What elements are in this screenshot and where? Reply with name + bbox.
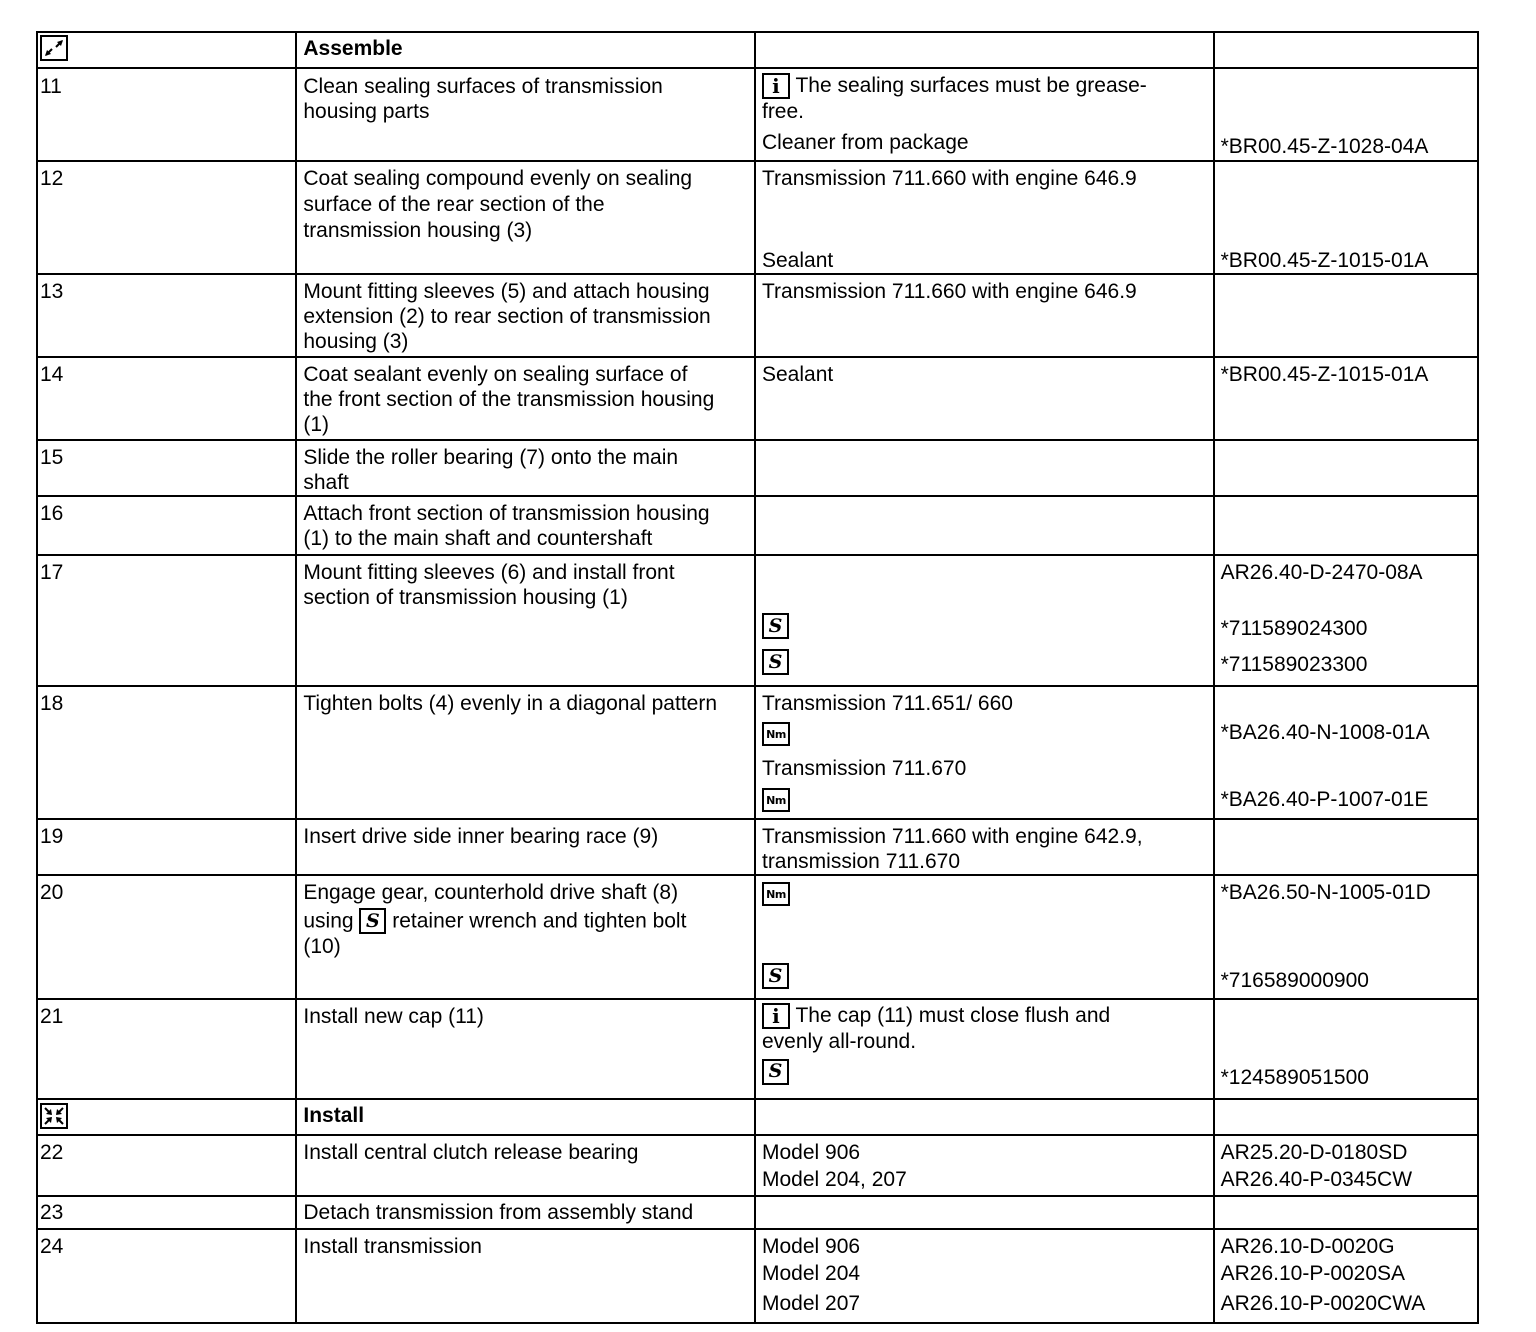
torque-icon: Nm <box>762 722 790 746</box>
info-icon: i <box>762 1003 790 1029</box>
step-description: Engage gear, counterhold drive shaft (8) using S retainer wrench and tighten bolt (10) <box>296 875 755 999</box>
step-reference: *BA26.40-N-1008-01A *BA26.40-P-1007-01E <box>1214 686 1478 819</box>
table-row <box>37 357 1478 440</box>
step-description: Mount fitting sleeves (5) and attach housing extension (2) to rear section of transmission housing (3) <box>296 274 755 357</box>
step-reference: *BA26.50-N-1005-01D *716589000900 <box>1214 875 1478 999</box>
wrench-icon: S <box>762 1059 789 1085</box>
step-number: 12 <box>37 161 296 274</box>
step-description: Coat sealant evenly on sealing surface of the front section of the transmission housing (1) <box>296 357 755 440</box>
step-reference: AR26.10-D-0020G AR26.10-P-0020SA AR26.10-P-0020CWA <box>1214 1229 1478 1323</box>
step-spec: Sealant <box>755 357 1214 440</box>
step-number: 21 <box>37 999 296 1099</box>
step-spec: Transmission 711.651/ 660 Nm Transmission 711.670 Nm <box>755 686 1214 819</box>
step-number: 15 <box>37 440 296 496</box>
table-row <box>37 819 1478 875</box>
table-row <box>37 161 1478 274</box>
table-row <box>37 1196 1478 1229</box>
step-number: 13 <box>37 274 296 357</box>
step-description: Install transmission <box>296 1229 755 1323</box>
table-row <box>37 999 1478 1099</box>
torque-icon: Nm <box>762 882 790 906</box>
step-number: 24 <box>37 1229 296 1323</box>
step-number: 19 <box>37 819 296 875</box>
step-description: Mount fitting sleeves (6) and install front section of transmission housing (1) <box>296 555 755 686</box>
step-number: 14 <box>37 357 296 440</box>
step-number: 16 <box>37 496 296 555</box>
table-row <box>37 686 1478 819</box>
table-row <box>37 1229 1478 1323</box>
step-description: Coat sealing compound evenly on sealing surface of the rear section of the transmission housing (3) <box>296 161 755 274</box>
step-number: 17 <box>37 555 296 686</box>
step-spec: Model 906 Model 204, 207 <box>755 1135 1214 1196</box>
step-spec <box>755 555 1214 686</box>
section-title: Assemble <box>296 32 755 68</box>
step-number: 22 <box>37 1135 296 1196</box>
table-row <box>37 68 1478 161</box>
step-spec: i The cap (11) must close flush and evenly all-round. S <box>755 999 1214 1099</box>
step-reference: *BR00.45-Z-1028-04A <box>1214 68 1478 161</box>
step-number: 20 <box>37 875 296 999</box>
info-icon: i <box>762 73 790 99</box>
table-row <box>37 440 1478 496</box>
step-spec: i The sealing surfaces must be grease- free. Cleaner from package <box>755 68 1214 161</box>
step-number: 11 <box>37 68 296 161</box>
assemble-arrows-icon <box>40 35 68 61</box>
step-description: Insert drive side inner bearing race (9) <box>296 819 755 875</box>
wrench-icon: S <box>762 649 789 675</box>
step-spec <box>755 875 1214 999</box>
wrench-icon: S <box>359 908 386 934</box>
step-description: Attach front section of transmission housing (1) to the main shaft and countershaft <box>296 496 755 555</box>
step-reference: *BR00.45-Z-1015-01A <box>1214 161 1478 274</box>
install-arrows-icon <box>40 1103 68 1129</box>
table-row <box>37 274 1478 357</box>
table-row <box>37 1135 1478 1196</box>
step-reference: *124589051500 <box>1214 999 1478 1099</box>
section-header-install <box>37 1099 1478 1135</box>
step-description: Slide the roller bearing (7) onto the main shaft <box>296 440 755 496</box>
step-number: 18 <box>37 686 296 819</box>
step-spec: Transmission 711.660 with engine 646.9 Sealant <box>755 161 1214 274</box>
section-header-assemble <box>37 32 1478 68</box>
step-spec: Transmission 711.660 with engine 646.9 <box>755 274 1214 357</box>
procedure-table <box>36 31 1479 1324</box>
step-number: 23 <box>37 1196 296 1229</box>
step-description: Install central clutch release bearing <box>296 1135 755 1196</box>
table-row <box>37 555 1478 686</box>
section-title: Install <box>296 1099 755 1135</box>
step-spec: Transmission 711.660 with engine 642.9, transmission 711.670 <box>755 819 1214 875</box>
wrench-icon: S <box>762 963 789 989</box>
table-row <box>37 496 1478 555</box>
step-spec: Model 906 Model 204 Model 207 <box>755 1229 1214 1323</box>
step-description: Clean sealing surfaces of transmission housing parts <box>296 68 755 161</box>
step-reference: AR26.40-D-2470-08A *711589024300 *711589023300 <box>1214 555 1478 686</box>
step-reference: AR25.20-D-0180SD AR26.40-P-0345CW <box>1214 1135 1478 1196</box>
step-description: Detach transmission from assembly stand <box>296 1196 755 1229</box>
step-description: Tighten bolts (4) evenly in a diagonal pattern <box>296 686 755 819</box>
step-description: Install new cap (11) <box>296 999 755 1099</box>
step-reference: *BR00.45-Z-1015-01A <box>1214 357 1478 440</box>
table-row <box>37 875 1478 999</box>
wrench-icon: S <box>762 613 789 639</box>
torque-icon: Nm <box>762 788 790 812</box>
